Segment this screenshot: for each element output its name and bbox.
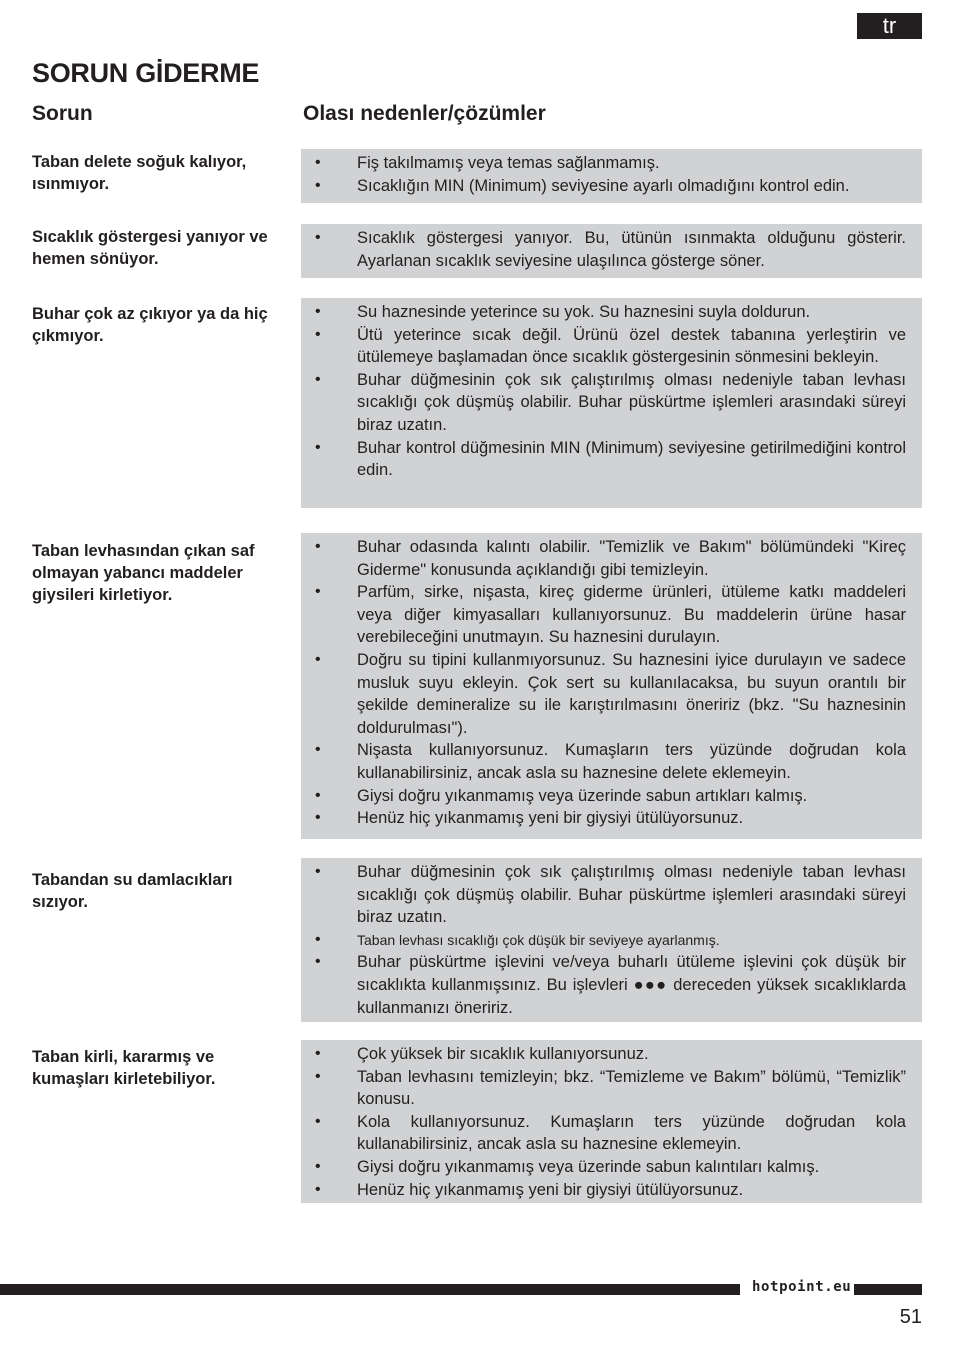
bullet-icon: • xyxy=(315,538,321,555)
bullet-icon: • xyxy=(315,438,321,456)
bullet-icon: • xyxy=(315,953,321,971)
bullet-icon: • xyxy=(315,325,321,343)
solution-box xyxy=(301,533,922,839)
bullet-icon: • xyxy=(315,1067,321,1085)
solution-item: • Çok yüksek bir sıcaklık kullanıyorsunuz. xyxy=(315,1043,906,1066)
bullet-icon: • xyxy=(315,229,321,246)
solution-item: • Henüz hiç yıkanmamış yeni bir giysiyi ütülüyorsunuz. xyxy=(315,1179,906,1202)
solution-box xyxy=(301,224,922,278)
column-header-solutions: Olası nedenler/çözümler xyxy=(303,102,546,125)
solution-box xyxy=(301,149,922,203)
solution-item: • Sıcaklık göstergesi yanıyor. Bu, ütünün ısınmakta olduğunu gösterir. Ayarlanan sıcaklık seviyesine ulaşılınca gösterge söner. xyxy=(315,229,906,270)
solution-item: • Taban levhası sıcaklığı çok düşük bir seviyeye ayarlanmış. xyxy=(315,929,906,952)
solution-list xyxy=(315,1043,906,1201)
page-title: SORUN GİDERME xyxy=(32,58,260,88)
problem-text: Tabandan su damlacıkları sızıyor. xyxy=(32,871,233,911)
solution-item: • Nişasta kullanıyorsunuz. Kumaşların ters yüzünde doğrudan kola kullanabilirsiniz, ancak asla su haznesine delete eklemeyin. xyxy=(315,741,906,782)
bullet-icon: • xyxy=(315,650,321,668)
solution-item: • Taban levhasını temizleyin; bkz. “Temizleme ve Bakım” bölümü, “Temizlik” konusu. xyxy=(315,1067,906,1109)
solution-item: • Henüz hiç yıkanmamış yeni bir giysiyi ütülüyorsunuz. xyxy=(315,807,906,830)
solution-item: • Doğru su tipini kullanmıyorsunuz. Su haznesini iyice durulayın ve sadece musluk suyu ekleyin. Çok sert su kullanılacaksa, bu suyun orantılı bir şekilde demineralize su ile karıştırılmasını öneririz (bkz. "Su haznesinin doldurulması"). xyxy=(315,650,906,737)
solution-item: • Buhar kontrol düğmesinin MIN (Minimum) seviyesine getirilmediğini kontrol edin. xyxy=(315,438,906,480)
solution-item: • Kola kullanıyorsunuz. Kumaşların ters yüzünde doğrudan kola kullanabilirsiniz, ancak asla su haznesine eklemeyin. xyxy=(315,1112,906,1154)
solution-item: • Buhar odasında kalıntı olabilir. "Temizlik ve Bakım" bölümündeki "Kireç Giderme" konusunda açıklandığı gibi temizleyin. xyxy=(315,538,906,579)
solution-list xyxy=(315,861,906,1019)
column-header-problem: Sorun xyxy=(32,102,93,125)
problem-text: Taban kirli, kararmış ve kumaşları kirletebiliyor. xyxy=(32,1048,216,1088)
bullet-icon: • xyxy=(315,863,321,880)
problem-text: Taban delete soğuk kalıyor, ısınmıyor. xyxy=(32,153,247,193)
bullet-icon: • xyxy=(315,370,321,388)
solution-list xyxy=(315,536,906,830)
solution-list xyxy=(315,227,906,272)
solution-item: • Buhar düğmesinin çok sık çalıştırılmış olması nedeniyle taban levhası sıcaklığı çok düşmüş olabilir. Buhar püskürtme işlemleri arasındaki süreyi biraz uzatın. xyxy=(315,863,906,927)
bullet-icon: • xyxy=(315,176,321,194)
language-tab: tr xyxy=(857,13,922,39)
bullet-icon: • xyxy=(315,1112,321,1130)
footer-rule-right xyxy=(854,1284,922,1295)
solution-item: • Fiş takılmamış veya temas sağlanmamış. xyxy=(315,152,906,175)
bullet-icon: • xyxy=(315,154,321,171)
bullet-icon: • xyxy=(315,1180,321,1198)
bullet-icon: • xyxy=(315,1045,321,1062)
problem-text: Taban levhasından çıkan saf olmayan yabancı maddeler giysileri kirletiyor. xyxy=(32,542,255,604)
solution-item: • Buhar düğmesinin çok sık çalıştırılmış olması nedeniyle taban levhası sıcaklığı çok düşmüş olabilir. Buhar püskürtme işlemleri arasındaki süreyi biraz uzatın. xyxy=(315,370,906,434)
page-number: 51 xyxy=(899,1306,922,1328)
bullet-icon: • xyxy=(315,786,321,804)
solution-item: • Giysi doğru yıkanmamış veya üzerinde sabun artıkları kalmış. xyxy=(315,785,906,808)
solution-item: • Parfüm, sirke, nişasta, kireç giderme ürünleri, ütüleme katkı maddeleri veya diğer kimyasalları kullanıyorsunuz. Bu maddelerin ürüne hasar verebileceğini unutmayın. Su haznesini durulayın. xyxy=(315,583,906,647)
bullet-icon: • xyxy=(315,303,321,320)
solution-item: • Su haznesinde yeterince su yok. Su haznesini suyla doldurun. xyxy=(315,301,906,324)
problem-text: Sıcaklık göstergesi yanıyor ve hemen sönüyor. xyxy=(32,228,268,268)
solution-item: • Ütü yeterince sıcak değil. Ürünü özel destek tabanına yerleştirin ve ütülemeye başlamadan önce sıcaklık göstergesinin sönmesini bekleyin. xyxy=(315,325,906,367)
solution-box xyxy=(301,1040,922,1203)
footer-brand: hotpoint.eu xyxy=(752,1279,852,1295)
solution-item: • Sıcaklığın MIN (Minimum) seviyesine ayarlı olmadığını kontrol edin. xyxy=(315,175,906,198)
solution-item: • Buhar püskürtme işlevini ve/veya buharlı ütüleme işlevini çok düşük bir sıcaklıkta kullanmışsınız. Bu işlevleri ●●● dereceden yüksek sıcaklıklarda kullanmanızı öneririz. xyxy=(315,953,906,1017)
solution-list xyxy=(315,152,906,197)
bullet-icon: • xyxy=(315,809,321,827)
bullet-icon: • xyxy=(315,930,321,948)
solution-item: • Giysi doğru yıkanmamış veya üzerinde sabun kalıntıları kalmış. xyxy=(315,1156,906,1179)
problem-text: Buhar çok az çıkıyor ya da hiç çıkmıyor. xyxy=(32,305,268,345)
footer-rule-left xyxy=(0,1284,740,1295)
solution-box xyxy=(301,858,922,1022)
solution-list xyxy=(315,301,906,482)
bullet-icon: • xyxy=(315,1157,321,1175)
bullet-icon: • xyxy=(315,741,321,759)
bullet-icon: • xyxy=(315,583,321,601)
solution-box xyxy=(301,298,922,508)
